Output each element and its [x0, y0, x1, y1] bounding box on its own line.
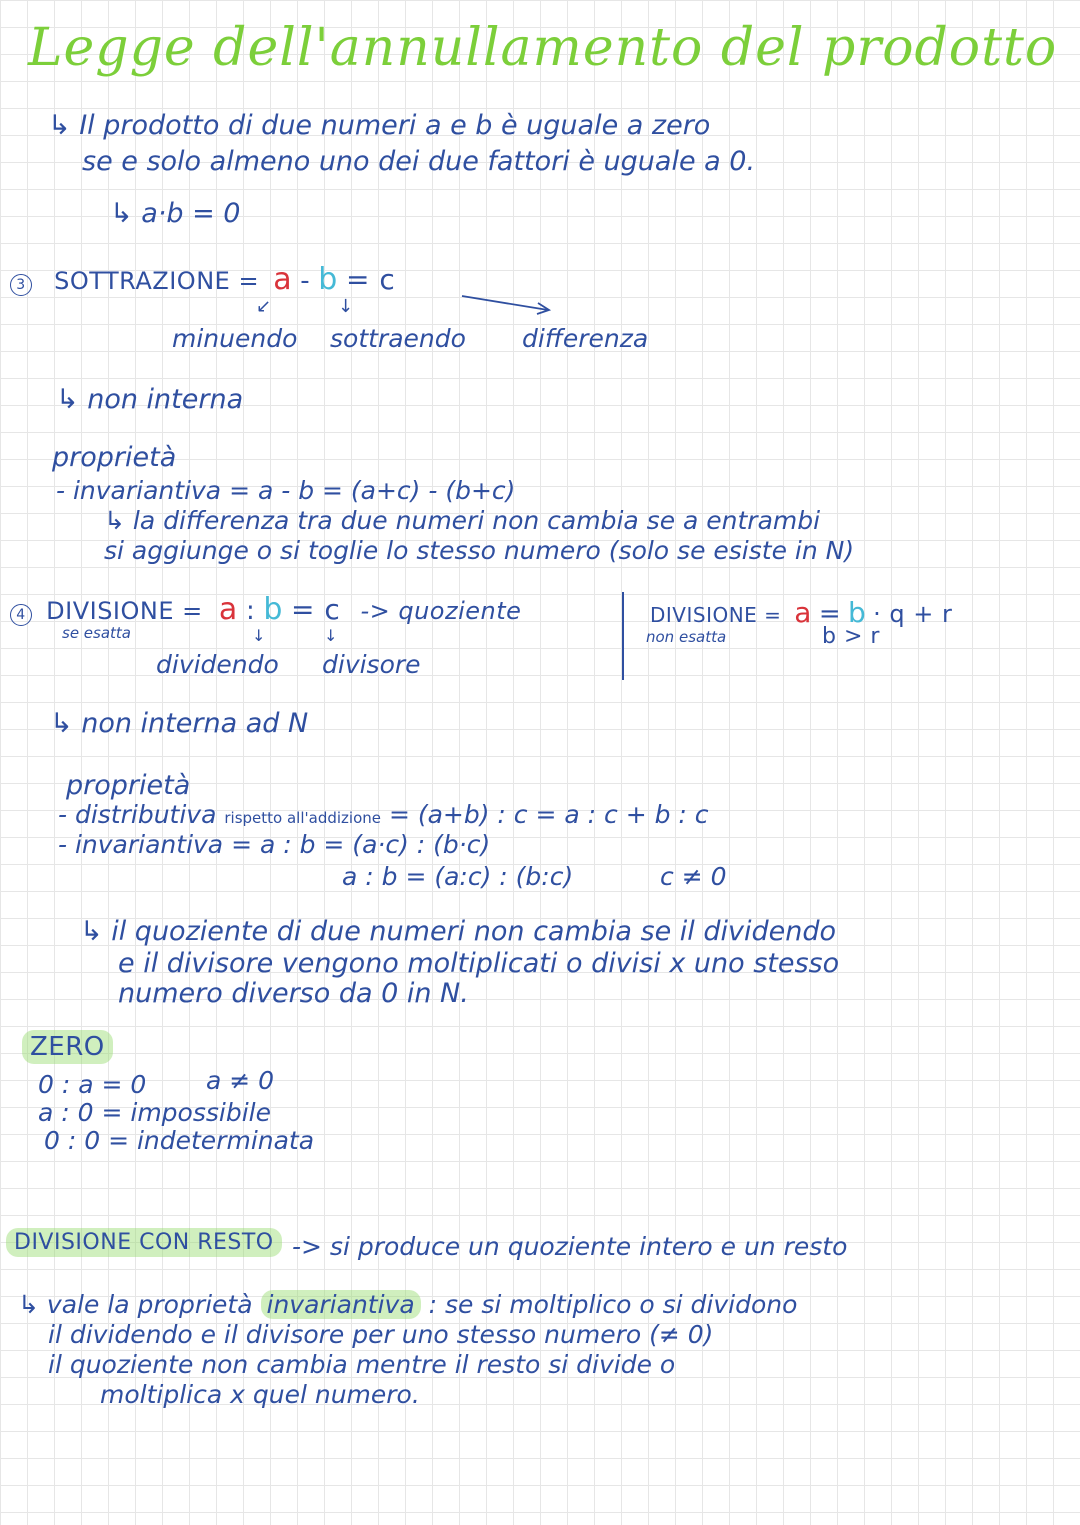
sottrazione-non-interna-row: [56, 384, 243, 415]
resto-line-4: moltiplica x quel numero.: [100, 1380, 420, 1409]
intro-text-1: Il prodotto di due numeri a e b è uguale a zero: [79, 110, 711, 141]
sottrazione-expl-2: si aggiunge o si toglie lo stesso numero (solo se esiste in N): [104, 536, 855, 565]
section-number-4: 4: [10, 604, 32, 626]
divisione-heading-row: [10, 592, 521, 627]
zero-heading-wrap: [22, 1032, 113, 1062]
resto-line-1: [18, 1290, 797, 1319]
divisione-non-interna-row: [50, 708, 308, 739]
sottrazione-heading: SOTTRAZIONE =: [54, 267, 260, 295]
divisione-non-esatta-row: DIVISIONE = a = b · q + r: [650, 596, 953, 629]
zero-a-neq-0: a ≠ 0: [206, 1066, 275, 1095]
non-esatta-label: non esatta: [646, 628, 727, 646]
sottraendo-label: sottraendo: [330, 324, 466, 353]
divisione-b: b: [263, 592, 283, 627]
divisione-invariantiva-2: a : b = (a:c) : (b:c): [342, 862, 574, 891]
return-arrow-icon: ↳: [110, 198, 142, 229]
resto-desc: -> si produce un quoziente intero e un resto: [292, 1232, 848, 1261]
resto-heading: DIVISIONE CON RESTO: [6, 1228, 282, 1257]
divisione-expl-2: e il divisore vengono moltiplicati o divisi x uno stesso: [118, 948, 840, 979]
resto-line-2: il dividendo e il divisore per uno stesso numero (≠ 0): [48, 1320, 714, 1349]
sottrazione-expl-row-1: [104, 506, 820, 535]
zero-line-3: 0 : 0 = indeterminata: [44, 1126, 315, 1155]
return-arrow-icon: ↳: [104, 506, 133, 535]
distributiva-row: [58, 800, 709, 829]
intro-line-2: se e solo almeno uno dei due fattori è uguale a 0.: [82, 146, 756, 177]
down-arrow-icon: ↓: [324, 626, 338, 645]
non-esatta-formula: · q + r: [873, 600, 953, 628]
sottrazione-minus: -: [300, 266, 311, 296]
c-neq-0: c ≠ 0: [660, 862, 727, 891]
resto-line-1-rest: : se si moltiplico o si dividono: [428, 1290, 798, 1319]
return-arrow-icon: ↳: [50, 708, 82, 739]
zero-line-2: a : 0 = impossibile: [38, 1098, 271, 1127]
distributiva-label: - distributiva: [58, 800, 217, 829]
zero-line-1: 0 : a = 0: [38, 1070, 147, 1099]
divisione-expl-row-1: [80, 916, 836, 947]
se-esatta-label: se esatta: [62, 624, 132, 642]
resto-line-3: il quoziente non cambia mentre il resto si divide o: [48, 1350, 676, 1379]
distributiva-small: rispetto all'addizione: [224, 809, 381, 827]
divisione-proprieta: proprietà: [66, 770, 191, 801]
down-arrow-icon: ↓: [252, 626, 266, 645]
divisione-colon: :: [245, 596, 256, 626]
sottrazione-proprieta: proprietà: [52, 442, 177, 473]
divisione-non-esatta-heading: DIVISIONE =: [650, 603, 782, 627]
section-divider: [622, 592, 624, 680]
b-greater-r: b > r: [822, 624, 880, 649]
page-title: Legge dell'annullamento del prodotto: [28, 18, 1058, 78]
distributiva-formula: = (a+b) : c = a : c + b : c: [388, 800, 709, 829]
sottrazione-expl-1: la differenza tra due numeri non cambia se a entrambi: [132, 506, 821, 535]
sottrazione-b: b: [318, 262, 338, 297]
resto-vale: vale la proprietà: [46, 1290, 253, 1319]
return-arrow-icon: ↳: [18, 1290, 47, 1319]
return-arrow-icon: ↳: [80, 916, 112, 947]
differenza-arrow-line: [462, 296, 548, 310]
sottrazione-invariantiva: - invariantiva = a - b = (a+c) - (b+c): [56, 476, 516, 505]
divisione-a: a: [218, 592, 238, 627]
intro-formula: a·b = 0: [141, 198, 241, 229]
section-number-3: 3: [10, 274, 32, 296]
minuendo-label: minuendo: [172, 324, 298, 353]
return-arrow-icon: ↳: [48, 110, 71, 141]
dividendo-label: dividendo: [156, 650, 279, 679]
divisione-invariantiva-1: - invariantiva = a : b = (a·c) : (b·c): [58, 830, 491, 859]
divisione-eq-c: = c: [291, 593, 341, 626]
resto-heading-wrap: [6, 1230, 282, 1255]
zero-heading: ZERO: [22, 1030, 113, 1064]
divisione-non-interna: non interna ad N: [81, 708, 309, 739]
differenza-label: differenza: [522, 324, 649, 353]
down-arrow-icon: ↓: [338, 296, 354, 317]
divisore-label: divisore: [322, 650, 421, 679]
sottrazione-non-interna: non interna: [87, 384, 244, 415]
divisione-heading: DIVISIONE =: [46, 597, 203, 625]
non-esatta-a: a: [794, 596, 812, 629]
divisione-expl-3: numero diverso da 0 in N.: [118, 978, 469, 1009]
divisione-expl-1: il quoziente di due numeri non cambia se il dividendo: [111, 916, 837, 947]
return-arrow-icon: ↳: [56, 384, 88, 415]
quoziente-label: -> quoziente: [360, 597, 522, 625]
sottrazione-eq-c: = c: [345, 263, 396, 296]
down-left-arrow-icon: ↙: [256, 296, 272, 317]
resto-invariantiva: invariantiva: [261, 1290, 421, 1319]
sottrazione-a: a: [273, 262, 293, 297]
non-esatta-b: b: [847, 596, 867, 629]
